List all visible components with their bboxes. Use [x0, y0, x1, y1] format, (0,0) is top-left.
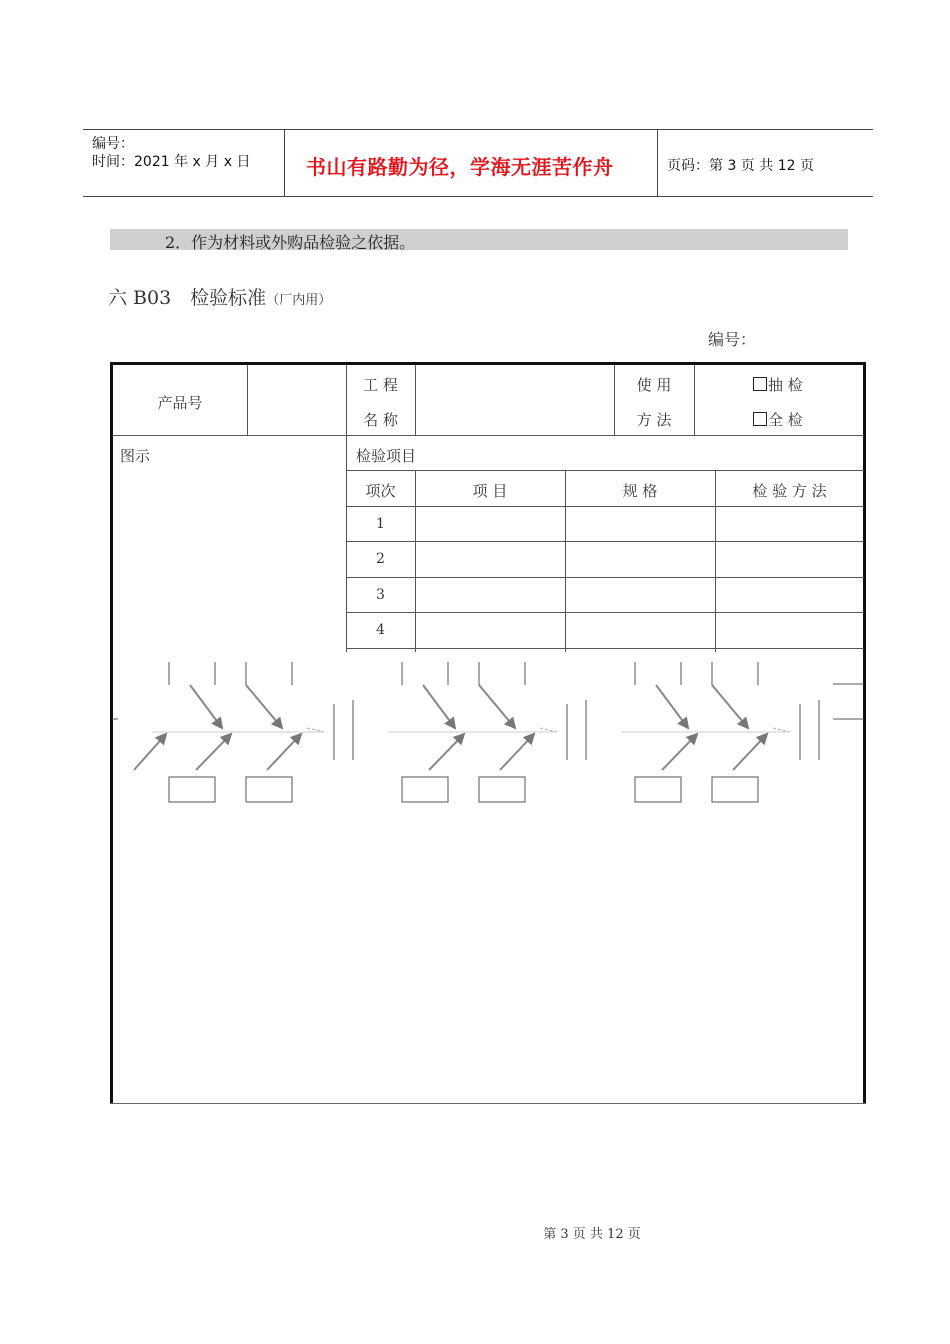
footer-page-number: 第 3 页 共 12 页 [543, 1227, 641, 1242]
header-divider-right [657, 129, 658, 197]
header-doc-number: 编号： [92, 136, 134, 152]
column-header-method: 检 验 方 法 [752, 482, 827, 500]
usage-method-label-line1: 使 用 [636, 376, 672, 394]
header-page-code: 页码：第 3 页 共 12 页 [667, 158, 814, 174]
full-inspection-option-label: 全 检 [768, 411, 803, 429]
grid-line [346, 541, 864, 542]
table-row: 3 [376, 587, 385, 603]
table-row: 2 [376, 551, 385, 567]
table-row: 1 [376, 516, 385, 532]
grid-line [346, 506, 864, 507]
grid-line [346, 577, 864, 578]
product-number-label: 产品号 [157, 394, 203, 412]
grid-line [415, 365, 416, 435]
sampling-option-label: 抽 检 [768, 376, 803, 394]
inspection-form-bottom-rule [110, 1103, 866, 1104]
grid-line [346, 612, 864, 613]
fishbone-group [388, 662, 586, 802]
sampling-option[interactable] [753, 374, 803, 395]
section-title [108, 283, 331, 310]
column-header-item-no: 项次 [365, 482, 396, 500]
full-inspection-option[interactable] [753, 409, 803, 430]
grid-line [247, 365, 248, 435]
header-top-rule [83, 129, 873, 130]
process-name-label-line2: 名 称 [363, 411, 398, 429]
grid-line [694, 365, 695, 435]
full-inspection-checkbox[interactable] [753, 412, 767, 426]
usage-method-label-line2: 方 法 [636, 411, 672, 429]
fishbone-group [621, 662, 819, 802]
header-motto: 书山有路勤为径，学海无涯苦作舟 [306, 155, 614, 179]
grid-line [113, 435, 864, 436]
page-footer [0, 1223, 950, 1242]
section-title-text: 六 B03 检验标准 [108, 287, 267, 309]
intro-item-text: 2．作为材料或外购品检验之依据。 [165, 233, 416, 252]
column-header-spec: 规 格 [622, 482, 658, 500]
inspection-items-label: 检验项目 [356, 447, 417, 465]
fishbone-diagram [112, 652, 864, 812]
grid-line [346, 470, 864, 471]
process-name-label-line1: 工 程 [363, 376, 398, 394]
header-date: 时间：2021 年 x 月 x 日 [92, 154, 251, 170]
table-row: 4 [376, 622, 385, 638]
grid-line [346, 648, 864, 649]
diagram-label: 图示 [120, 447, 151, 465]
sampling-checkbox[interactable] [753, 377, 767, 391]
section-doc-number: 编号： [708, 330, 757, 349]
fishbone-group [134, 662, 353, 802]
header-bottom-rule [83, 196, 873, 197]
section-subtitle: （厂内用） [266, 293, 332, 308]
column-header-item: 项 目 [472, 482, 508, 500]
header-divider-left [284, 129, 285, 197]
